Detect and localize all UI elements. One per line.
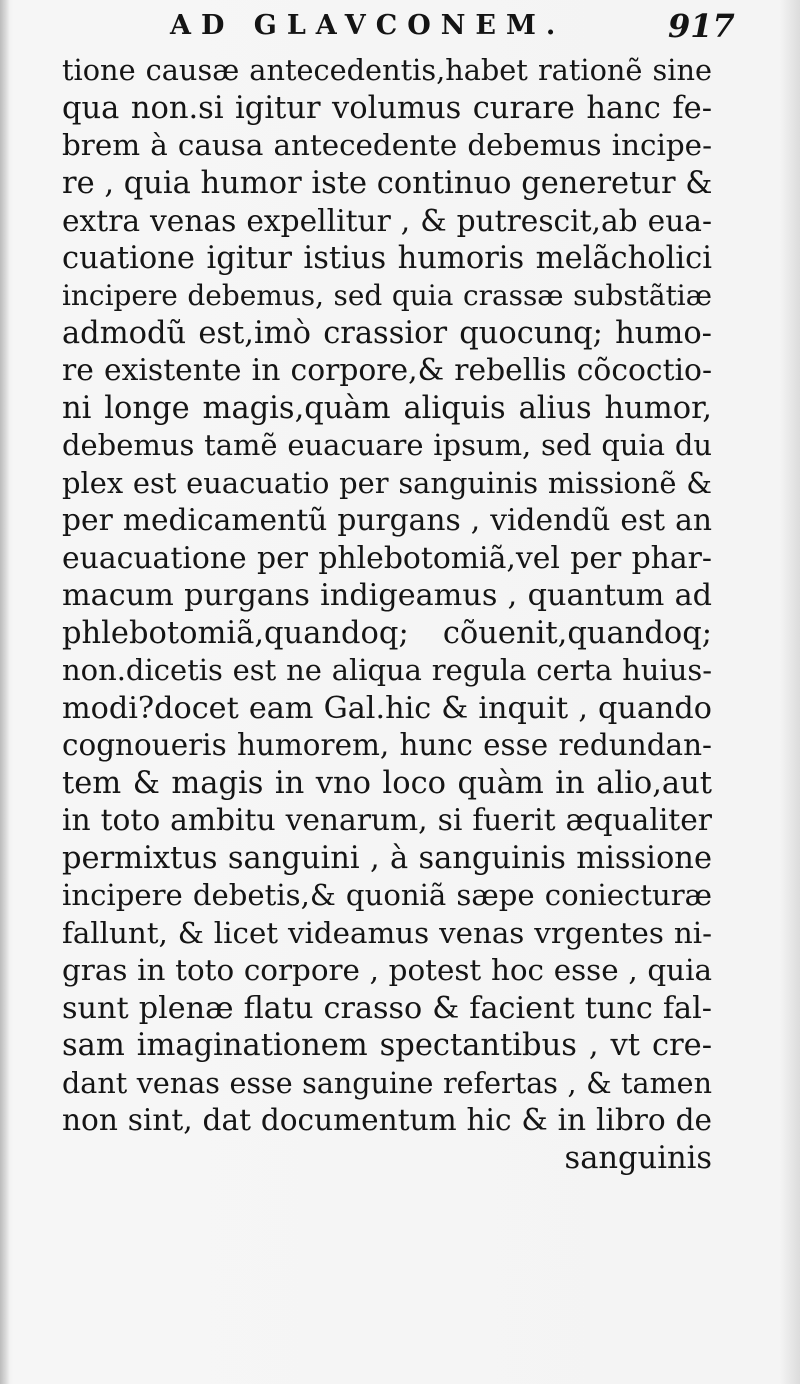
text-line-11: debemus tamẽ euacuare ipsum, sed quia du <box>62 428 712 462</box>
text-line-13: per medicamentũ purgans , videndũ est an <box>62 503 712 538</box>
text-line-19: cognoueris humorem, hunc esse redundan- <box>62 728 712 762</box>
text-line-1: tione causæ antecedentis,habet rationẽ sine <box>62 53 712 87</box>
text-line-18: modi?docet eam Gal.hic & inquit , quando <box>62 690 712 726</box>
text-line-21: in toto ambitu venarum, si fuerit æqualiter <box>62 803 712 838</box>
text-line-2: qua non.si igitur volumus curare hanc fe- <box>62 90 712 126</box>
text-line-5: extra venas expellitur , & putrescit,ab eua- <box>62 203 712 238</box>
page-number: 917 <box>668 7 735 45</box>
text-line-8: admodũ est,imò crassior quocunq; humo- <box>62 315 712 351</box>
text-line-6: cuatione igitur istius humoris melãcholici <box>62 240 712 276</box>
text-line-7: incipere debemus, sed quia crassæ substãtiæ <box>62 279 712 312</box>
text-line-17: non.dicetis est ne aliqua regula certa huius- <box>62 653 712 687</box>
text-line-24: fallunt, & licet videamus venas vrgentes ni- <box>62 915 712 950</box>
catchword: sanguinis <box>564 1140 712 1176</box>
body-text-block <box>62 52 712 1177</box>
text-line-26: sunt plenæ flatu crasso & facient tunc fal- <box>62 990 712 1026</box>
text-line-10: ni longe magis,quàm aliquis alius humor, <box>62 390 712 426</box>
text-line-3: brem à causa antecedente debemus incipe- <box>62 128 712 162</box>
text-line-22: permixtus sanguini , à sanguinis missione <box>62 840 712 876</box>
text-line-12: plex est euacuatio per sanguinis missionẽ & <box>62 465 712 500</box>
text-line-20: tem & magis in vno loco quàm in alio,aut <box>62 765 712 801</box>
running-head-title: AD GLAVCONEM. <box>170 10 566 41</box>
text-line-15: macum purgans indigeamus , quantum ad <box>62 578 712 613</box>
text-line-29: non sint, dat documentum hic & in libro de <box>62 1103 712 1137</box>
text-line-9: re existente in corpore,& rebellis cõcoctio- <box>62 353 712 388</box>
text-line-23: incipere debetis,& quoniã sæpe coniecturæ <box>62 878 712 912</box>
text-line-14: euacuatione per phlebotomiã,vel per phar- <box>62 540 712 576</box>
text-line-16: phlebotomiã,quandoq; cõuenit,quandoq; <box>62 615 712 651</box>
text-line-25: gras in toto corpore , potest hoc esse , quia <box>62 953 712 987</box>
text-line-27: sam imaginationem spectantibus , vt cre- <box>62 1028 712 1063</box>
gutter-shadow <box>0 0 10 1384</box>
text-line-4: re , quia humor iste continuo generetur & <box>62 165 713 201</box>
text-line-28: dant venas esse sanguine refertas , & tamen <box>62 1065 712 1100</box>
